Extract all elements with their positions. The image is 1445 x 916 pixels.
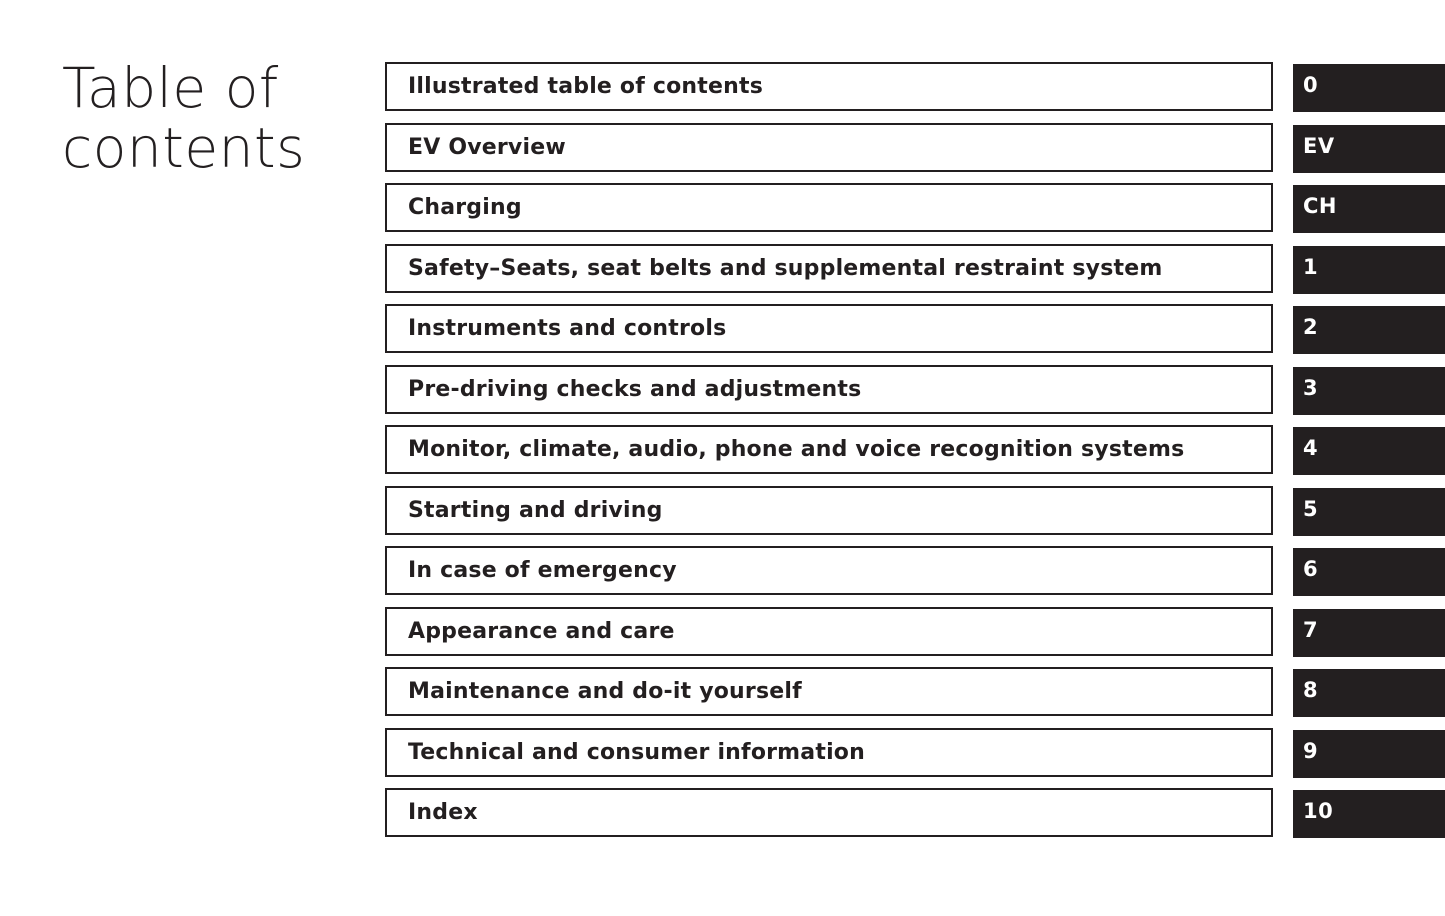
toc-row-illustrated[interactable] xyxy=(385,62,1445,111)
toc-row-monitor[interactable] xyxy=(385,425,1445,474)
toc-tab-label: 2 xyxy=(1303,315,1319,339)
toc-row-charging[interactable] xyxy=(385,183,1445,232)
toc-row-starting[interactable] xyxy=(385,486,1445,535)
toc-row-emergency[interactable] xyxy=(385,546,1445,595)
toc-entry-label: Appearance and care xyxy=(408,618,675,644)
page-title-line-1: Table of xyxy=(62,56,279,120)
toc-tab-6[interactable] xyxy=(1293,548,1445,596)
toc-row-ev-overview[interactable] xyxy=(385,123,1445,172)
toc-tab-3[interactable] xyxy=(1293,367,1445,415)
toc-tab-label: 6 xyxy=(1303,557,1319,581)
toc-tab-label: 10 xyxy=(1303,799,1334,823)
toc-row-technical[interactable] xyxy=(385,728,1445,777)
toc-tab-5[interactable] xyxy=(1293,488,1445,536)
toc-entry-label: Charging xyxy=(408,195,522,220)
toc-row-instruments[interactable] xyxy=(385,304,1445,353)
toc-tab-label: 9 xyxy=(1303,738,1319,763)
toc-tab-label: 3 xyxy=(1303,375,1319,400)
toc-row-index[interactable] xyxy=(385,788,1445,837)
toc-row-maintenance[interactable] xyxy=(385,667,1445,716)
toc-entry-label: Instruments and controls xyxy=(408,316,727,341)
toc-tab-label: 5 xyxy=(1303,496,1319,521)
page-title-line-2: contents xyxy=(62,116,306,180)
toc-entry-box[interactable] xyxy=(385,183,1273,232)
toc-entry-label: In case of emergency xyxy=(408,558,677,583)
toc-tab-8[interactable] xyxy=(1293,669,1445,717)
toc-tab-2[interactable] xyxy=(1293,306,1445,354)
toc-tab-ev[interactable] xyxy=(1293,125,1445,173)
toc-tab-label: 7 xyxy=(1303,617,1319,642)
toc-tab-0[interactable] xyxy=(1293,64,1445,112)
toc-entry-label: Starting and driving xyxy=(408,497,663,523)
toc-entry-box[interactable] xyxy=(385,304,1273,353)
toc-row-appearance[interactable] xyxy=(385,607,1445,656)
toc-row-pre-driving[interactable] xyxy=(385,365,1445,414)
toc-tab-label: 4 xyxy=(1303,436,1319,460)
toc-tab-label: 1 xyxy=(1303,254,1319,279)
toc-tab-10[interactable] xyxy=(1293,790,1445,838)
toc-entry-box[interactable] xyxy=(385,365,1273,414)
toc-tab-label: EV xyxy=(1303,133,1335,158)
toc-tab-1[interactable] xyxy=(1293,246,1445,294)
toc-tab-label: CH xyxy=(1303,194,1337,218)
toc-entry-label: Pre-driving checks and adjustments xyxy=(408,376,862,402)
toc-row-safety[interactable] xyxy=(385,244,1445,293)
toc-tab-label: 0 xyxy=(1303,73,1319,97)
page-title xyxy=(62,58,362,178)
toc-entry-box[interactable] xyxy=(385,607,1273,656)
toc-entry-label: Index xyxy=(408,800,478,825)
toc-tab-9[interactable] xyxy=(1293,730,1445,778)
toc-entry-label: Illustrated table of contents xyxy=(408,74,763,99)
toc-entry-box[interactable] xyxy=(385,244,1273,293)
toc-entry-label: Maintenance and do-it yourself xyxy=(408,679,802,704)
toc-entry-box[interactable] xyxy=(385,788,1273,837)
toc-tab-7[interactable] xyxy=(1293,609,1445,657)
toc-tab-4[interactable] xyxy=(1293,427,1445,475)
toc-entry-label: Safety–Seats, seat belts and supplemental restraint system xyxy=(408,255,1163,281)
toc-tab-label: 8 xyxy=(1303,678,1319,702)
toc-entry-label: Technical and consumer information xyxy=(408,739,865,765)
toc-entry-box[interactable] xyxy=(385,728,1273,777)
toc-entry-box[interactable] xyxy=(385,546,1273,595)
toc-entry-box[interactable] xyxy=(385,62,1273,111)
toc-tab-ch[interactable] xyxy=(1293,185,1445,233)
toc-list xyxy=(385,62,1445,849)
toc-entry-box[interactable] xyxy=(385,667,1273,716)
toc-entry-label: Monitor, climate, audio, phone and voice recognition systems xyxy=(408,437,1185,462)
toc-entry-label: EV Overview xyxy=(408,134,566,160)
toc-entry-box[interactable] xyxy=(385,425,1273,474)
toc-entry-box[interactable] xyxy=(385,123,1273,172)
toc-entry-box[interactable] xyxy=(385,486,1273,535)
